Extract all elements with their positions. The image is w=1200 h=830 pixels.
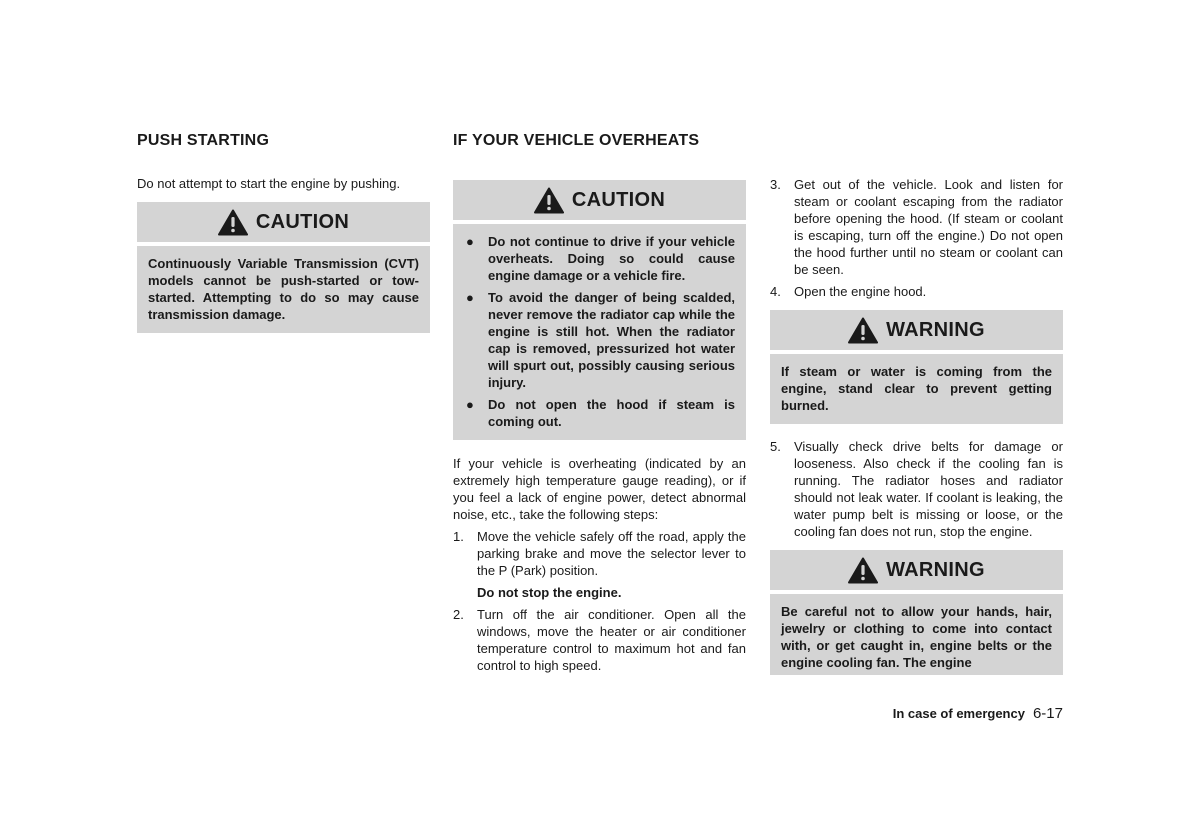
caution-text: Continuously Variable Transmission (CVT) models cannot be push-started or tow-started. Attempting to do so may cause transmission damage.: [137, 246, 430, 333]
overheats-intro: If your vehicle is overheating (indicated by an extremely high temperature gauge reading), or if you feel a lack of engine power, detect abnormal noise, etc., take the following steps:: [453, 456, 746, 522]
overheats-column: [453, 131, 746, 674]
bullet-icon: ●: [466, 397, 474, 412]
push-starting-heading: PUSH STARTING: [137, 132, 270, 149]
steps-list-col3: [770, 176, 1063, 300]
caution-header: [453, 180, 746, 220]
push-starting-intro: Do not attempt to start the engine by pushing.: [137, 176, 401, 191]
warning-header: [770, 310, 1063, 350]
step-item: 4. Open the engine hood.: [770, 284, 927, 299]
caution-bullet: ● Do not continue to drive if your vehicle overheats. Doing so could cause engine damage or a vehicle fire.: [466, 234, 735, 283]
step-item: 2. Turn off the air conditioner. Open all the windows, move the heater or air conditioner temperature control to maximum hot and fan control to high speed.: [453, 607, 746, 673]
caution-box-push-starting: [137, 202, 430, 333]
warning-box-steam: [770, 310, 1063, 424]
footer-section-title: In case of emergency: [892, 706, 1025, 721]
step-item: 1. Move the vehicle safely off the road, apply the parking brake and move the selector lever to the P (Park) position. Do not stop the engine.: [453, 529, 746, 600]
caution-header: [137, 202, 430, 242]
warning-triangle-icon: [218, 209, 248, 236]
warning-text: Be careful not to allow your hands, hair, jewelry or clothing to come into contact with, or get caught in, engine belts or the engine cooling fan. The engine: [770, 594, 1063, 675]
warning-text: If steam or water is coming from the engine, stand clear to prevent getting burned.: [770, 354, 1063, 424]
caution-label: CAUTION: [255, 210, 350, 233]
warning-box-belts: [770, 550, 1063, 675]
push-starting-column: [137, 131, 430, 333]
warning-triangle-icon: [848, 557, 878, 584]
warning-header: [770, 550, 1063, 590]
step-item: 3. Get out of the vehicle. Look and listen for steam or coolant escaping from the radiator before opening the hood. (If steam or coolant is escaping, turn off the engine.) Do not open the hood further until no steam or coolant can be seen.: [770, 177, 1063, 277]
caution-label: CAUTION: [571, 188, 666, 211]
page-number: 6-17: [1032, 705, 1063, 722]
page-footer: [800, 705, 1063, 723]
caution-bullets: [453, 224, 746, 440]
caution-bullet: ● To avoid the danger of being scalded, never remove the radiator cap while the engine is still hot. When the radiator cap is removed, pressurized hot water will spurt out, possibly causing serious injury.: [466, 290, 735, 390]
warning-label: WARNING: [886, 318, 985, 341]
warning-label: WARNING: [886, 558, 985, 581]
bullet-icon: ●: [466, 234, 474, 249]
step-note: Do not stop the engine.: [477, 585, 622, 600]
step-item: 5. Visually check drive belts for damage or looseness. Also check if the cooling fan is running. The radiator hoses and radiator should not leak water. If coolant is leaking, the water pump belt is missing or loose, or the cooling fan does not run, stop the engine.: [770, 439, 1063, 539]
caution-box-overheats: [453, 180, 746, 440]
steps-list-col2: [453, 528, 746, 674]
overheats-heading: IF YOUR VEHICLE OVERHEATS: [453, 132, 700, 149]
steps-list-col3b: [770, 438, 1063, 540]
warning-triangle-icon: [534, 187, 564, 214]
bullet-icon: ●: [466, 290, 474, 305]
caution-bullet: ● Do not open the hood if steam is coming out.: [466, 397, 735, 429]
overheats-continued-column: [770, 176, 1063, 675]
warning-triangle-icon: [848, 317, 878, 344]
